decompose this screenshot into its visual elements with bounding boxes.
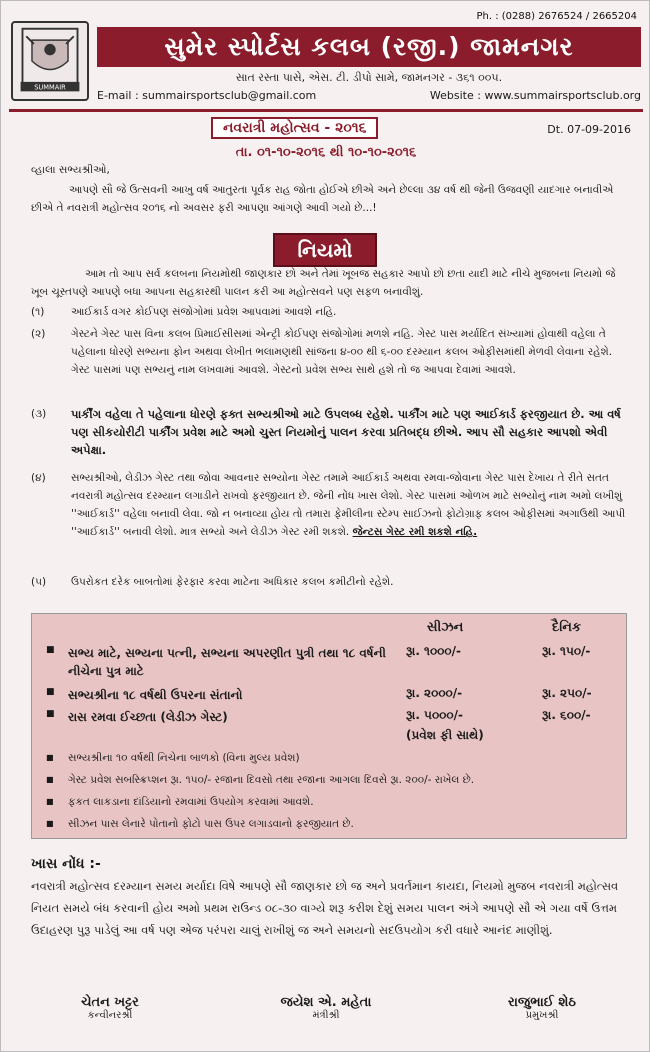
rule-text: ગેસ્ટને ગેસ્ટ પાસ વિના કલબ પ્રિમાઈસીસમાં એન્ટ્રી કોઈપણ સંજોગોમાં મળશે નહિ. ગેસ્ટ પાસ મર્યાદિત સંખ્યામાં હોવાથી વહેલા તે પહેલાના ધોરણે સભ્યના ફોન અથવા લેખીત ભલામણથી સાંજના ૪-૦૦ થી ૬-૦૦ દરમ્યાન કલબ ઓફીસમાંથી મેળવી લેવાના રહેશે. ગેસ્ટ પાસમાં પણ સભ્યનું નામ લખવામાં આવશે. ગેસ્ટનો પ્રવેશ સભ્ય સાથે હશે તો જ આપવા દેવામાં આવશે. [71,328,613,376]
square-bullet-icon: ■ [46,797,54,806]
rule-number: (૪) [31,472,46,484]
signatory-name: ચેતન ખટ્ટર [81,995,139,1010]
event-title: નવરાત્રી મહોત્સવ - ૨૦૧૬ [211,117,378,139]
header-divider [9,109,643,112]
signature-block [25,995,195,1021]
signatory-role: પ્રમુખશ્રી [525,1010,559,1021]
square-bullet-icon: ■ [46,819,54,828]
fee-daily: રૂા. ૧૫૦/- [542,644,591,658]
rules-heading: નિયમો [273,233,377,267]
website-link[interactable]: Website : www.summairsportsclub.org [429,89,641,102]
signature-block [241,995,411,1021]
entry-fee-note: (પ્રવેશ ફી સાથે) [406,728,484,742]
intro-paragraph: આપણે સૌ જે ઉત્સવની આખુ વર્ષ આતુરતા પૂર્વક રાહ જોતા હોઈએ છીએ અને છેલ્લા ૩૪ વર્ષ થી જેની ઉજવણી યાદગાર બનાવીએ છીએ તે નવરાત્રી મહોત્સવ ૨૦૧૬ નો અવસર ફરી આપણા આંગણે આવી ગયો છે...! [31,184,614,214]
salutation: વ્હાલા સભ્યશ્રીઓ, [31,164,110,176]
square-bullet-icon: ■ [46,687,55,697]
rule-item [31,325,633,379]
club-address: સાત રસ્તા પાસે, એસ. ટી. ડીપો સામે, જામનગર - ૩૬૧ ૦૦૫. [235,71,503,84]
special-note-text: નવરાત્રી મહોત્સવ દરમ્યાન સમય મર્યાદા વિષે આપણે સૌ જાણકાર છો જ અને પ્રવર્તમાન કાયદા, નિયમો મુજબ નવરાત્રી મહોત્સવ નિયત સમયે બંધ કરવાની હોય અમો પ્રથમ રાઉન્ડ ૦૮-૩૦ વાગ્યે શરૂ કરીશ દેશું સમય પાલન અંગે આપણે સૌ એ ગયા વર્ષે ઉત્તમ ઉદાહરણ પુરૂ પાડેલું આ વર્ષ પણ એજ પરંપરા ચાલું રાખીશું જ અને સમયનો સદઉપયોગ કરી વધારે આનંદ માણીશું. [31,879,619,937]
rule-number: (૩) [31,408,47,420]
special-note [31,853,631,941]
rule-item [31,303,633,321]
rule-number: (૨) [31,328,46,340]
fee-note-text: સીઝન પાસ લેનારે પોતાનો ફોટો પાસ ઉપર લગાડવાનો ફરજીયાત છે. [68,818,354,830]
header [9,9,643,107]
rule-item [31,405,633,459]
signatory-name: રાજુભાઈ શેઠ [508,995,576,1010]
rule-text: આઈકાર્ડ વગર કોઈપણ સંજોગોમાં પ્રવેશ આપવામાં આવશે નહિ. [71,306,337,318]
fee-season: રૂા. ૫૦૦૦/- [406,708,463,722]
letter-date: Dt. 07-09-2016 [547,123,631,136]
rule-item [31,573,633,591]
square-bullet-icon: ■ [46,645,55,655]
fee-note [46,796,616,809]
rule-item [31,469,633,541]
rule-number: (૫) [31,576,47,588]
rule-number: (૧) [31,306,45,318]
signatory-role: કન્વીનરશ્રી [87,1010,133,1021]
email-link[interactable]: E-mail : summairsportsclub@gmail.com [97,89,317,102]
crest-icon [13,23,87,99]
rules-intro: આમ તો આપ સર્વ કલબના નિયમોથી જાણકાર છો અને તેમાં ખૂબજ સહકાર આપો છો છતા યાદી માટે નીચે મુજબના નિયમો જે ખૂબ ચૂસ્તપણે આપણે બધા આપના સહકારથી પાલન કરી આ મહોત્સવને પણ સફળ બનાવીશું. [31,268,616,298]
square-bullet-icon: ■ [46,753,54,762]
svg-text:SUMMAIR: SUMMAIR [34,83,66,92]
event-date-range: તા. ૦૧-૧૦-૨૦૧૬ થી ૧૦-૧૦-૨૦૧૬ [235,145,417,160]
rule-emphasis: જેન્ટસ ગેસ્ટ રમી શકશે નહિ. [352,526,478,538]
fee-note-text: ફકત લાકડાના દાંડિયાનો રમવામાં ઉપયોગ કરવામાં આવશે. [68,796,314,808]
fee-label: સભ્યશ્રીના ૧૮ વર્ષથી ઉપરના સંતાનો [68,688,243,702]
square-bullet-icon: ■ [46,775,54,784]
rule-text [71,469,633,541]
fee-note [46,818,616,831]
club-name-banner: સુમેર સ્પોર્ટસ કલબ (રજી.) જામનગર [97,27,641,67]
fee-season: રૂા. ૧૦૦૦/- [406,644,461,658]
signatory-name: જયેશ એ. મહેતા [280,995,372,1010]
square-bullet-icon: ■ [46,709,55,719]
rule-body: સભ્યશ્રીઓ, લેડીઝ ગેસ્ટ તથા જોવા આવનાર સભ્યોના ગેસ્ટ તમામે આઈકાર્ડ અથવા રમવા-જોવાના ગેસ્ટ પાસ દેખાય તે રીતે સતત નવરાત્રી મહોત્સવ દરમ્યાન લગાડીને રાખવો ફરજીયાત છે. જેની નોંધ ખાસ લેશો. ગેસ્ટ પાસમાં ઓળખ માટે સભ્યોનું નામ અમો લખીશું ''આઈકાર્ડ'' વહેલા બનાવી લેવા. જો ન બનાવ્યા હોય તો તમારા ફેમીલીના સ્ટેમ્પ સાઈઝનો ફોટોગ્રાફ કલબ ઓફીસમાં અગાઉથી આપી ''આઈકાર્ડ'' બનાવી લેશો. માત્ર સભ્યો અને લેડીઝ ગેસ્ટ રમી શકશે. [71,472,626,538]
daily-column-header: દૈનિક [552,620,582,635]
fee-label: સભ્ય માટે, સભ્યના પત્ની, સભ્યના અપરણીત પુત્રી તથા ૧૮ વર્ષની નીચેના પુત્ર માટે [68,646,386,678]
club-logo [11,21,89,101]
fee-label: રાસ રમવા ઈચ્છતા (લેડીઝ ગેસ્ટ) [68,710,228,724]
fee-note-text: ગેસ્ટ પ્રવેશ સબસ્ક્રિપ્શન રૂા. ૧૫૦/- રજાના દિવસો તથા રજાના આગલા દિવસે રૂા. ૨૦૦/- રાખેલ છે. [68,774,475,786]
fee-box [31,613,627,839]
fee-note [46,752,616,765]
contact-line [97,89,641,102]
special-note-heading: ખાસ નોંધ :- [31,856,101,872]
rule-text: પાર્કીંગ વહેલા તે પહેલાના ધોરણે ફક્ત સભ્યશ્રીઓ માટે ઉપલબ્ધ રહેશે. પાર્કીંગ માટે પણ આઈકાર્ડ ફરજીયાત છે. આ વર્ષ પણ સીકયોરીટી પાર્કીંગ પ્રવેશ માટે અમો ચુસ્ત નિયમોનું પાલન કરવા પ્રતિબદ્ધ છીએ. આપ સૌ સહકાર આપશો એવી અપેક્ષા. [71,407,621,457]
signatory-role: મંત્રીશ્રી [312,1010,340,1021]
fee-daily: રૂા. ૨૫૦/- [542,686,592,700]
fee-note [46,774,616,787]
signature-block [457,995,627,1021]
fee-note-text: સભ્યશ્રીના ૧૦ વર્ષથી નિચેના બાળકો (વિના મુલ્ય પ્રવેશ) [68,752,300,764]
fee-season: રૂા. ૨૦૦૦/- [406,686,463,700]
season-column-header: સીઝન [427,620,464,635]
rule-text: ઉપરોકત દરેક બાબતોમાં ફેરફાર કરવા માટેના અધિકાર કલબ કમીટીનો રહેશે. [71,576,394,588]
phone-number: Ph. : (0288) 2676524 / 2665204 [476,11,637,22]
fee-daily: રૂા. ૬૦૦/- [542,708,591,722]
